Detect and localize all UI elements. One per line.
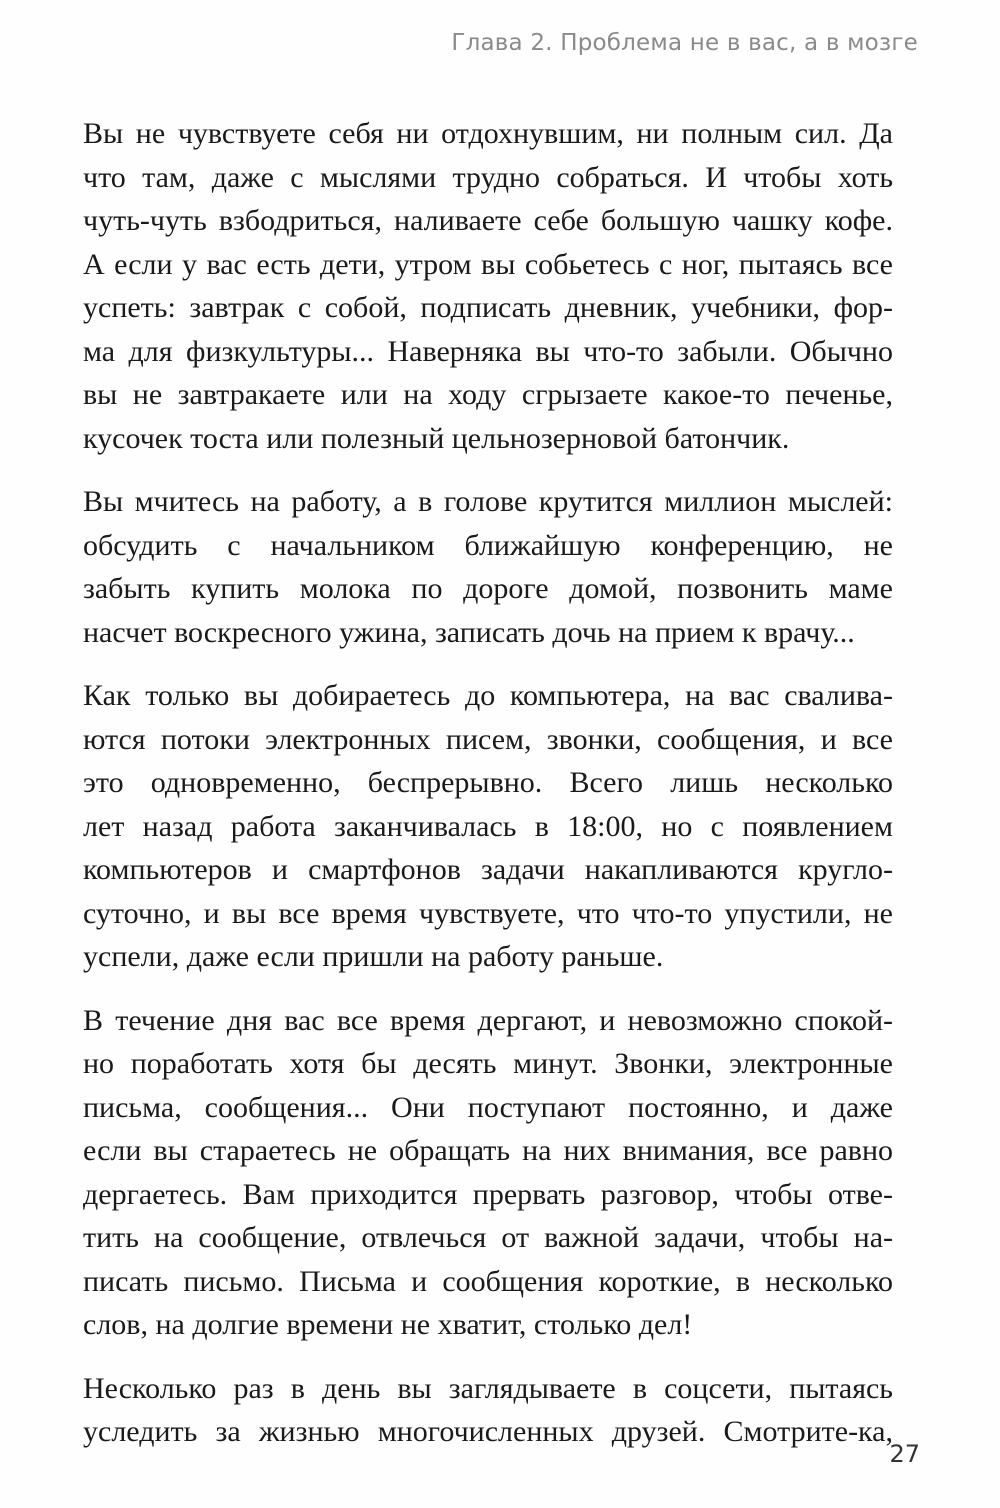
text-line: ются потоки электронных писем, звонки, сообщения, и все (83, 722, 893, 756)
text-line: это одновременно, беспрерывно. Всего лишь несколько (83, 766, 893, 799)
text-line: компьютеров и смартфонов задачи накапливаются кругло- (83, 853, 893, 886)
text-line: тить на сообщение, отвлечься от важной задачи, чтобы на- (83, 1221, 893, 1254)
body-text (83, 112, 893, 1474)
paragraph-5 (83, 1367, 893, 1454)
text-line: Вы мчитесь на работу, а в голове крутится миллион мыслей: (83, 485, 893, 518)
paragraph-4 (83, 999, 893, 1347)
text-line: забыть купить молока по дороге домой, позвонить маме (83, 572, 893, 605)
text-line: насчет воскресного ужина, записать дочь на прием к врачу... (83, 615, 855, 649)
text-line: писать письмо. Письма и сообщения короткие, в несколько (83, 1264, 893, 1298)
text-line: суточно, и вы все время чувствуете, что что-то упустили, не (83, 896, 893, 930)
text-line: письма, сообщения... Они поступают постоянно, и даже (83, 1090, 893, 1124)
text-line: слов, на долгие времени не хватит, столько дел! (83, 1308, 693, 1341)
text-line: дергаетесь. Вам приходится прервать разговор, чтобы отве- (83, 1177, 893, 1211)
text-line: чуть-чуть взбодриться, наливаете себе большую чашку кофе. (83, 204, 893, 237)
page-number: 27 (889, 1440, 920, 1468)
text-line: успеть: завтрак с собой, подписать дневник, учебники, фор- (83, 291, 893, 324)
text-line: Вы не чувствуете себя ни отдохнувшим, ни полным сил. Да (83, 117, 893, 150)
paragraph-1 (83, 112, 893, 460)
text-line: успели, даже если пришли на работу раньше. (83, 940, 664, 973)
running-head: Глава 2. Проблема не в вас, а в мозге (451, 30, 918, 56)
text-line: лет назад работа заканчивалась в 18:00, но с появлением (83, 809, 893, 843)
text-line: ма для физкультуры... Наверняка вы что-то забыли. Обычно (83, 334, 893, 368)
text-line: вы не завтракаете или на ходу сгрызаете какое-то печенье, (83, 378, 893, 411)
text-line: А если у вас есть дети, утром вы собьетесь с ног, пытаясь все (83, 247, 893, 281)
text-line: но поработать хотя бы десять минут. Звонки, электронные (83, 1047, 893, 1080)
paragraph-2 (83, 480, 893, 654)
paragraph-3 (83, 674, 893, 979)
text-line: кусочек тоста или полезный цельнозерновой батончик. (83, 421, 790, 455)
text-line: если вы стараетесь не обращать на них внимания, все равно (83, 1134, 893, 1167)
text-line: что там, даже с мыслями трудно собраться. И чтобы хоть (83, 160, 893, 194)
text-line: В течение дня вас все время дергают, и невозможно спокой- (83, 1003, 893, 1037)
text-line: Как только вы добираетесь до компьютера, на вас свалива- (83, 679, 893, 712)
text-line: обсудить с начальником ближайшую конференцию, не (83, 528, 893, 562)
text-line: уследить за жизнью многочисленных друзей. Смотрите-ка, (83, 1415, 893, 1448)
text-line: Несколько раз в день вы заглядываете в соцсети, пытаясь (83, 1371, 893, 1405)
